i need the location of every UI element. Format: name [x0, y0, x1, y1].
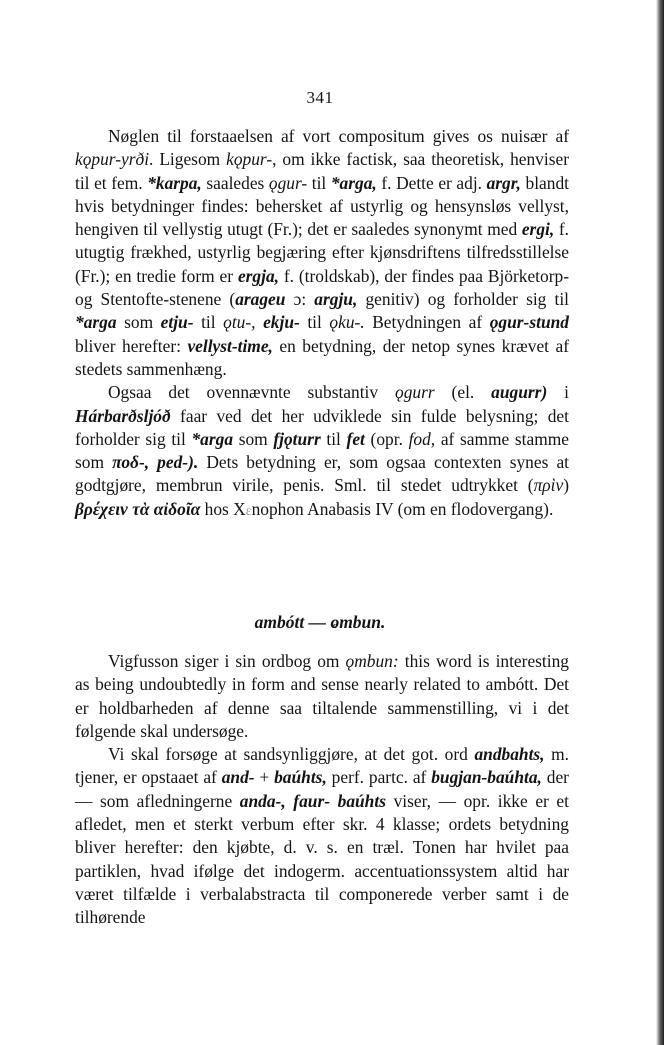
- italic-term: augurr): [491, 382, 548, 403]
- text-run: til: [193, 312, 224, 333]
- text-run: +: [254, 767, 275, 788]
- italic-term: ergja,: [237, 265, 279, 286]
- italic-term: etju-: [160, 312, 194, 333]
- italic-term: andbahts,: [474, 744, 545, 765]
- page-edge-shadow: [656, 0, 664, 1045]
- paragraph-1: [75, 125, 569, 381]
- italic-term: ǫtu-,: [223, 312, 256, 333]
- text-run: [256, 312, 264, 332]
- italic-term: ǫgur-: [268, 172, 308, 193]
- text-block-lower: [75, 650, 569, 930]
- italic-term: arageu: [235, 289, 286, 310]
- italic-term: *arga: [191, 428, 234, 449]
- text-run: (el.: [434, 382, 492, 403]
- paragraph-4: [75, 743, 569, 929]
- text-run: især af: [518, 126, 569, 146]
- text-run: bliver herefter:: [75, 335, 188, 356]
- text-run: som: [116, 312, 161, 333]
- text-run: af samme stamme som: [75, 428, 569, 473]
- text-run: som: [233, 428, 274, 449]
- text-run: Dets betydning er, som ogsaa contexten synes at godtgjøre, membrun virile, penis. Sml. til stedet udtrykket (: [75, 452, 569, 496]
- italic-term: argr,: [486, 172, 521, 193]
- text-run: faar ved det her udviklede sin fulde belysning; det forholder sig til: [75, 405, 569, 449]
- italic-term: ǫku-.: [329, 312, 365, 333]
- text-run: til: [307, 172, 331, 193]
- italic-term: *arga: [75, 312, 117, 333]
- paragraph-2: [75, 381, 569, 523]
- italic-term: ergi,: [521, 219, 555, 240]
- italic-term: vellyst-time,: [187, 335, 273, 356]
- text-run: f. Dette er adj.: [376, 172, 487, 193]
- text-run: this word is interesting as being undoubtedly in form and sense nearly related to ambótt. Det er holdbarheden af denne saa tiltalende sammenstilling, vi i det følgende skal undersøge.: [75, 651, 569, 741]
- heading-text: ambótt —: [254, 612, 331, 632]
- italic-term: anda-,: [239, 790, 286, 811]
- damaged-letter: ε: [245, 503, 252, 519]
- italic-term: faur-: [293, 790, 331, 811]
- text-run: Vigfusson siger i sin ordbog om: [108, 651, 346, 671]
- italic-term: fet: [346, 428, 365, 449]
- italic-term: fod,: [408, 428, 436, 449]
- text-block-upper: [75, 125, 569, 523]
- text-run: perf. partc. af: [326, 767, 432, 788]
- text-run: . Ligesom: [149, 149, 227, 170]
- text-run: til: [299, 312, 330, 333]
- text-run: ɔ:: [285, 289, 315, 310]
- text-run: saaledes: [201, 172, 269, 193]
- text-run: m. tjener, er opstaaet af: [75, 744, 570, 788]
- text-run: , om ikke factisk, saa theoretisk, henviser til et fem.: [75, 149, 569, 193]
- italic-term: kǫpur-: [226, 149, 273, 170]
- italic-term: fjǫturr: [273, 428, 321, 449]
- italic-term: bugjan-baúhta,: [431, 767, 542, 788]
- italic-term: *karpa,: [147, 172, 202, 193]
- italic-term: Hárbarðsljóð: [75, 405, 171, 426]
- italic-term: ekju-: [263, 312, 300, 333]
- page-number: 341: [306, 88, 334, 107]
- text-run: f. (troldskab), der findes paa Björketorp- og Stentofte-stenene (: [75, 265, 569, 310]
- text-run: [330, 791, 338, 811]
- italic-term: kǫpur-yrði: [75, 149, 150, 170]
- section-heading: [0, 612, 640, 633]
- italic-term: and-: [221, 767, 255, 788]
- italic-term: ǫmbun:: [345, 651, 399, 671]
- text-run: i: [547, 382, 569, 403]
- text-run: f. utugtig frækhed, ustyrlig begjæring efter kjønsdriftens tilfredsstillelse (Fr.); en tredie form er: [75, 219, 569, 286]
- text-run: Nøglen til forstaaelsen af vort compositum gives os nu: [108, 126, 519, 146]
- text-run: Ogsaa det ovennævnte substantiv: [108, 382, 395, 403]
- text-run: ): [563, 475, 569, 496]
- text-run: genitiv) og forholder sig til: [357, 289, 570, 310]
- italic-term: ǫgurr: [395, 382, 435, 403]
- italic-term: baúhts: [337, 790, 386, 811]
- paragraph-3: [75, 650, 569, 743]
- italic-term: ǫgur-stund: [489, 312, 569, 333]
- greek-term: βρέχειν τὰ αἰδοῖα: [75, 498, 201, 519]
- text-run: Vi skal forsøge at sandsynliggjøre, at det got. ord: [108, 744, 475, 765]
- italic-term: ποδ-, ped-).: [112, 452, 199, 473]
- text-run: en betydning, der netop synes krævet af stedets sammenhæng.: [75, 335, 569, 379]
- italic-term: baúhts,: [274, 767, 327, 788]
- italic-term: *arga,: [330, 172, 377, 193]
- italic-term: argju,: [314, 289, 358, 310]
- heading-text: mbun.: [339, 612, 386, 632]
- greek-term: πρὶν: [533, 475, 564, 496]
- text-run: hos X: [200, 498, 246, 519]
- text-run: Betydningen af: [364, 312, 490, 333]
- text-run: der — som afledningerne: [75, 767, 569, 811]
- heading-vowel-with-ogonek: o c: [330, 612, 339, 633]
- text-run: blandt hvis betydninger findes: behersket af ustyrlig og hensynsløs vellyst, hengiven til vellystig utugt (Fr.); det er saaledes synonymt med: [75, 172, 569, 240]
- text-run: nophon Anabasis IV (om en flodovergang).: [251, 498, 554, 519]
- text-run: viser, — opr. ikke er et afledet, men et sterkt verbum efter skr. 4 klasse; ordets betydning bliver herefter: den kjøbte, d. v. s. en træl. Tonen har hvilet paa partiklen, hvad ifølge det indogerm. accentuationssystem altid har været tilfælde i verbalabstracta til componerede verber samt i de tilhørende: [75, 790, 569, 928]
- text-run: til: [320, 428, 347, 449]
- text-run: (opr.: [364, 428, 409, 449]
